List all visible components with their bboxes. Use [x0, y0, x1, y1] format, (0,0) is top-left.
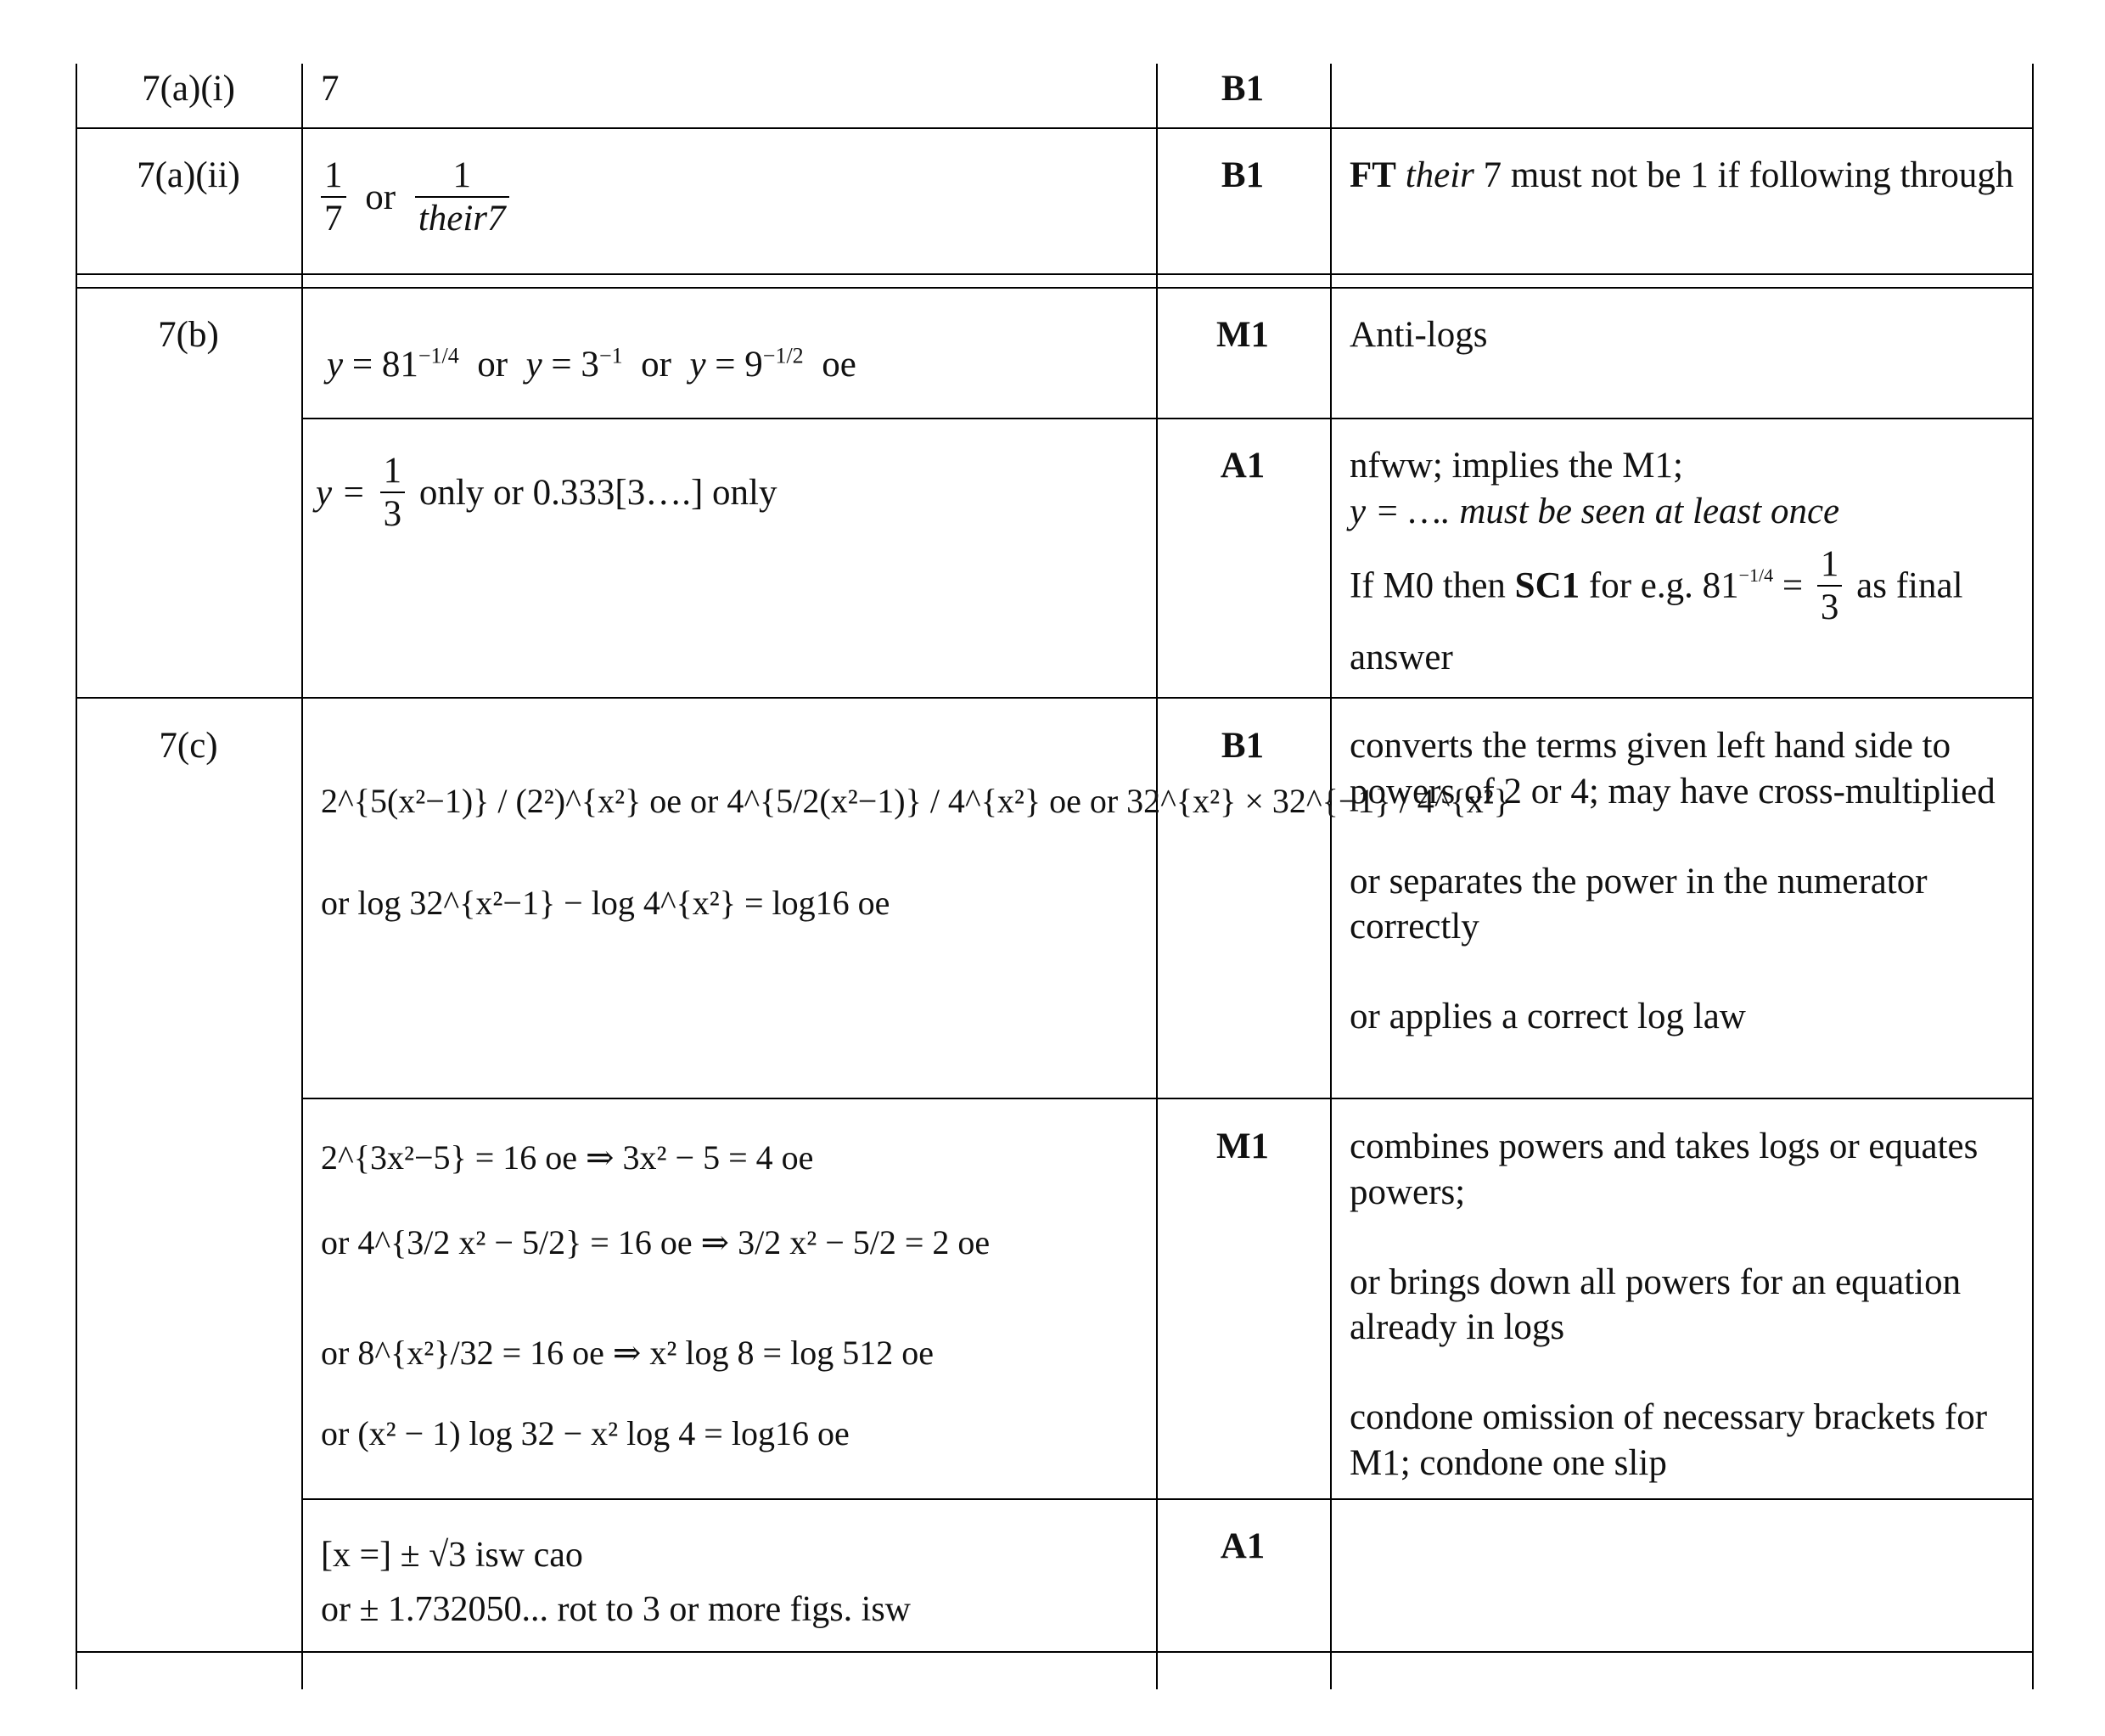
- fraction: $\frac{1}{3}$: [1817, 543, 1843, 629]
- guidance-note: converts the terms given left hand side to powers of 2 or 4; may have cross-multiplied or separates the power in the numerator correctly or applies a correct log law: [1350, 726, 1996, 1037]
- mark-code: A1: [1220, 1526, 1266, 1566]
- guidance-note: combines powers and takes logs or equates powers; or brings down all powers for an equation already in logs condone omission of necessary brackets for M1; condone one slip: [1350, 1126, 1988, 1483]
- column-divider-1: [301, 64, 303, 1689]
- answer-expression: $y = 81^{-1/4}$ or $y = 3^{-1}$ or $y = 9^{-1/2}$ oe: [327, 343, 856, 385]
- answer-expression-line-3: or 8^{x²}/32 = 16 oe ⇒ x² log 8 = log 512 oe: [321, 1334, 934, 1372]
- row-divider: [301, 1098, 2034, 1099]
- answer-expression-line-1: [x =] ± √3 isw cao: [321, 1536, 583, 1575]
- guidance-note: Anti-logs: [1350, 315, 1488, 355]
- fraction: $\frac{1}{\text{their7}}$: [415, 154, 509, 240]
- answer-expression-line-1: 2^{5(x²−1)} / (2²)^{x²} oe or 4^{5/2(x²−1)} / 4^{x²} oe or 32^{x²} × 32^{−1} / 4^{x²}: [321, 782, 1510, 820]
- mark-code: B1: [1221, 155, 1265, 195]
- table-border-left: [76, 64, 77, 1689]
- row-divider: [76, 273, 2034, 275]
- fraction: $\frac{1}{7}$: [321, 154, 346, 240]
- row-divider: [76, 287, 2034, 289]
- answer-expression-line-2: or 4^{3/2 x² − 5/2} = 16 oe ⇒ 3/2 x² − 5/2 = 2 oe: [321, 1223, 991, 1261]
- mark-code: B1: [1221, 726, 1265, 766]
- answer-expression-line-2: or log 32^{x²−1} − log 4^{x²} = log16 oe: [321, 884, 890, 922]
- row-divider: [301, 418, 2034, 419]
- question-label: 7(a)(i): [142, 69, 235, 109]
- answer-expression-line-4: or (x² − 1) log 32 − x² log 4 = log16 oe: [321, 1414, 850, 1452]
- question-label: 7(c): [159, 726, 218, 766]
- answer-expression: y = $\frac{1}{3}$ only or 0.333[3….] only: [316, 451, 777, 535]
- row-divider: [76, 697, 2034, 699]
- question-label: 7(a)(ii): [137, 155, 240, 195]
- row-divider: [76, 127, 2034, 129]
- mark-code: M1: [1215, 1126, 1270, 1166]
- fraction: $\frac{1}{3}$: [380, 450, 406, 536]
- answer-expression-line-2: or ± 1.732050... rot to 3 or more figs. isw: [321, 1590, 911, 1629]
- column-divider-3: [1330, 64, 1332, 1689]
- question-label: 7(b): [158, 315, 219, 355]
- answer-expression: $\frac{1}{7}$ or $\frac{1}{\text{their7}}$: [316, 154, 514, 240]
- column-divider-2: [1156, 64, 1158, 1689]
- guidance-note: nfww; implies the M1; y = …. must be seen at least once If M0 then SC1 for e.g. $81^{-1/4}$ = $\frac{1}{3}$ as final answer: [1350, 446, 1963, 678]
- mark-code: M1: [1215, 315, 1270, 355]
- answer-text: 7: [321, 69, 340, 109]
- mark-code: A1: [1220, 446, 1266, 486]
- mark-code: B1: [1221, 69, 1265, 109]
- guidance-note: FT their 7 must not be 1 if following through: [1350, 155, 2014, 195]
- answer-expression-line-1: 2^{3x²−5} = 16 oe ⇒ 3x² − 5 = 4 oe: [321, 1138, 814, 1177]
- row-divider: [301, 1498, 2034, 1500]
- row-divider: [76, 1651, 2034, 1653]
